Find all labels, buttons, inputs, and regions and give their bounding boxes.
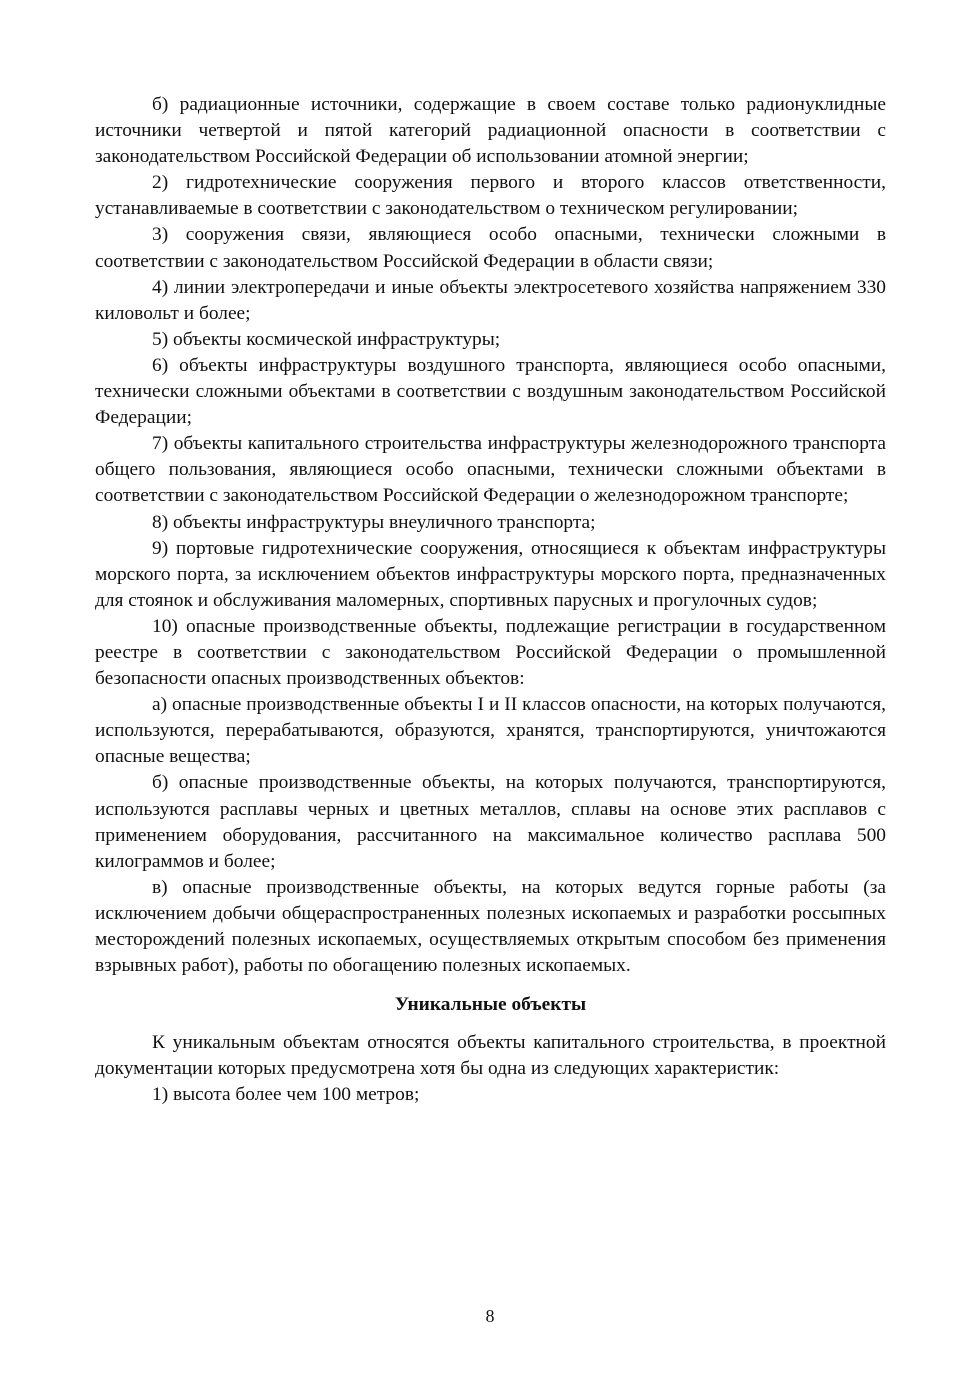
paragraph-item-4-power-lines: 4) линии электропередачи и иные объекты электросетевого хозяйства напряжением 330 киловольт и более; xyxy=(95,276,886,324)
paragraph-item-5-space-infrastructure: 5) объекты космической инфраструктуры; xyxy=(152,328,501,350)
paragraph-item-3-communication-structures: 3) сооружения связи, являющиеся особо опасными, технически сложными в соответствии с законодательством Российской Федерации в области связи; xyxy=(95,224,886,272)
document-page xyxy=(95,92,886,1108)
paragraph-subitem-b-metal-melts: б) опасные производственные объекты, на которых получаются, транспортируются, используются расплавы черных и цветных металлов, сплавы на основе этих расплавов с применением оборудования, рассчитанного на максимальное количество расплава 500 килограммов и более; xyxy=(95,772,886,872)
paragraph-item-6-air-transport: 6) объекты инфраструктуры воздушного транспорта, являющиеся особо опасными, технически сложными объектами в соответствии с воздушным законодательством Российской Федерации; xyxy=(95,354,886,429)
paragraph-item-8-off-street-transport: 8) объекты инфраструктуры внеуличного транспорта; xyxy=(152,511,596,533)
paragraph-item-7-railway-infrastructure: 7) объекты капитального строительства инфраструктуры железнодорожного транспорта общего пользования, являющиеся особо опасными, технически сложными объектами в соответствии с законодательством Российской Федерации о железнодорожном транспорте; xyxy=(95,433,886,507)
paragraph-item-9-port-structures: 9) портовые гидротехнические сооружения, относящиеся к объектам инфраструктуры морского порта, за исключением объектов инфраструктуры морского порта, предназначенных для стоянок и обслуживания маломерных, спортивных парусных и прогулочных судов; xyxy=(95,537,886,611)
section-heading-unique-objects: Уникальные объекты xyxy=(394,994,587,1016)
paragraph-unique-item-1-height: 1) высота более чем 100 метров; xyxy=(152,1084,420,1106)
paragraph-subitem-a-hazard-classes: а) опасные производственные объекты I и II классов опасности, на которых получаются, используются, перерабатываются, образуются, хранятся, транспортируются, уничтожаются опасные вещества; xyxy=(95,694,886,768)
paragraph-unique-objects-intro: К уникальным объектам относятся объекты капитального строительства, в проектной документации которых предусмотрена хотя бы одна из следующих характеристик: xyxy=(95,1032,886,1080)
paragraph-item-b-radiation-sources: б) радиационные источники, содержащие в своем составе только радионуклидные источники четвертой и пятой категорий радиационной опасности в соответствии с законодательством Российской Федерации об использовании атомной энергии; xyxy=(95,94,886,168)
paragraph-subitem-v-mining: в) опасные производственные объекты, на которых ведутся горные работы (за исключением добычи общераспространенных полезных ископаемых и разработки россыпных месторождений полезных ископаемых, осуществляемых открытым способом без применения взрывных работ), работы по обогащению полезных ископаемых. xyxy=(95,876,886,977)
paragraph-item-2-hydraulic-structures: 2) гидротехнические сооружения первого и второго классов ответственности, устанавливаемые в соответствии с законодательством о техническом регулировании; xyxy=(95,172,886,220)
page-number: 8 xyxy=(485,1306,495,1326)
paragraph-item-10-hazardous-facilities: 10) опасные производственные объекты, подлежащие регистрации в государственном реестре в соответствии с законодательством Российской Федерации о промышленной безопасности опасных производственных объектов: xyxy=(95,615,886,690)
